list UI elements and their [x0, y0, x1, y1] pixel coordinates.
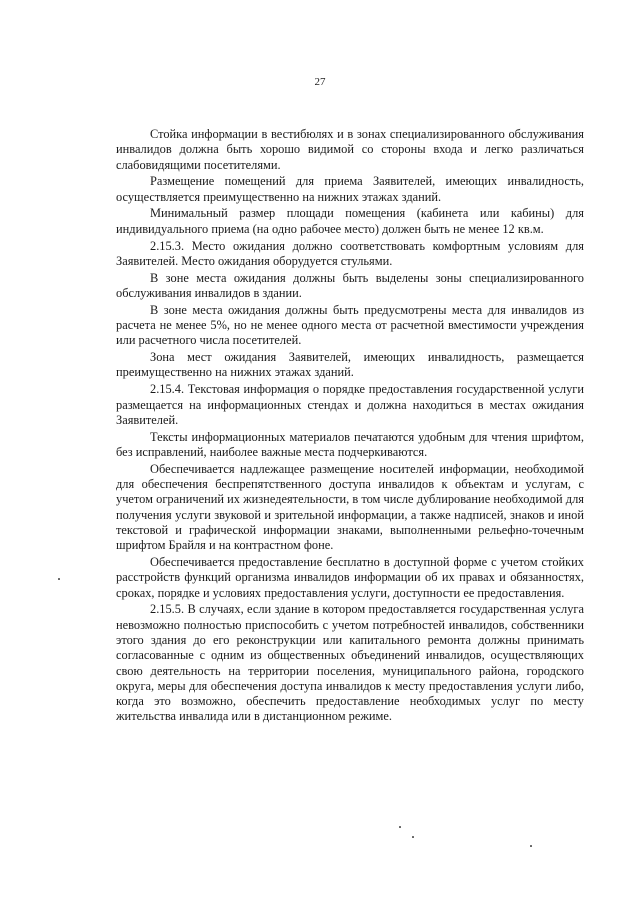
scan-speck [530, 845, 532, 847]
paragraph-section-2-15-4: 2.15.4. Текстовая информация о порядке предоставления государственной услуги размещается на информационных стендах и должна находиться в местах ожидания Заявителей. [116, 382, 584, 427]
paragraph-service-zones: В зоне места ожидания должны быть выделены зоны специализированного обслуживания инвалидов в здании. [116, 270, 584, 300]
paragraph-info-desk: Стойка информации в вестибюлях и в зонах специализированного обслуживания инвалидов должна быть хорошо видимой со стороны входа и легко различаться слабовидящими посетителями. [116, 127, 584, 172]
paragraph-printed-materials: Тексты информационных материалов печатаются удобным для чтения шрифтом, без исправлений, наиболее важные места подчеркиваются. [116, 429, 584, 459]
paragraph-information-carriers: Обеспечивается надлежащее размещение носителей информации, необходимой для обеспечения беспрепятственного доступа инвалидов к объектам и услугам, с учетом ограничений их жизнедеятельности, в том числе дублирование необходимой для получения услуги звуковой и зрительной информации, а также надписей, знаков и иной текстовой и графической информации знаками, выполненными рельефно-точечным шрифтом Брайля и на контрастном фоне. [116, 461, 584, 553]
paragraph-section-2-15-5: 2.15.5. В случаях, если здание в котором предоставляется государственная услуга невозможно полностью приспособить с учетом потребностей инвалидов, собственники этого здания до его реконструкции или капитального ремонта должны принимать согласованные с одним из общественных объединений инвалидов, осуществляющих свою деятельность на территории поселения, муниципального района, городского округа, меры для обеспечения доступа инвалидов к месту предоставления услуги либо, когда это возможно, обеспечить предоставление необходимых услуг по месту жительства инвалида или в дистанционном режиме. [116, 602, 584, 724]
paragraph-section-2-15-3: 2.15.3. Место ожидания должно соответствовать комфортным условиям для Заявителей. Место ожидания оборудуется стульями. [116, 238, 584, 268]
paragraph-free-information: Обеспечивается предоставление бесплатно в доступной форме с учетом стойких расстройств функций организма инвалидов информации об их правах и обязанностях, сроках, порядке и условиях предоставления услуги, доступности ее предоставления. [116, 555, 584, 600]
scan-speck [58, 578, 60, 580]
scan-speck [399, 826, 401, 828]
paragraph-room-placement: Размещение помещений для приема Заявителей, имеющих инвалидность, осуществляется преимущественно на нижних этажах зданий. [116, 174, 584, 204]
document-body [116, 127, 584, 726]
page-number: 27 [314, 76, 326, 88]
paragraph-min-room-size: Минимальный размер площади помещения (кабинета или кабины) для индивидуального приема (на одно рабочее место) должен быть не менее 12 кв.м. [116, 206, 584, 236]
paragraph-waiting-zone-floors: Зона мест ожидания Заявителей, имеющих инвалидность, размещается преимущественно на нижних этажах зданий. [116, 350, 584, 380]
scan-speck [412, 836, 414, 838]
paragraph-disabled-seats: В зоне места ожидания должны быть предусмотрены места для инвалидов из расчета не менее 5%, но не менее одного места от расчетной вместимости учреждения или расчетного числа посетителей. [116, 302, 584, 348]
